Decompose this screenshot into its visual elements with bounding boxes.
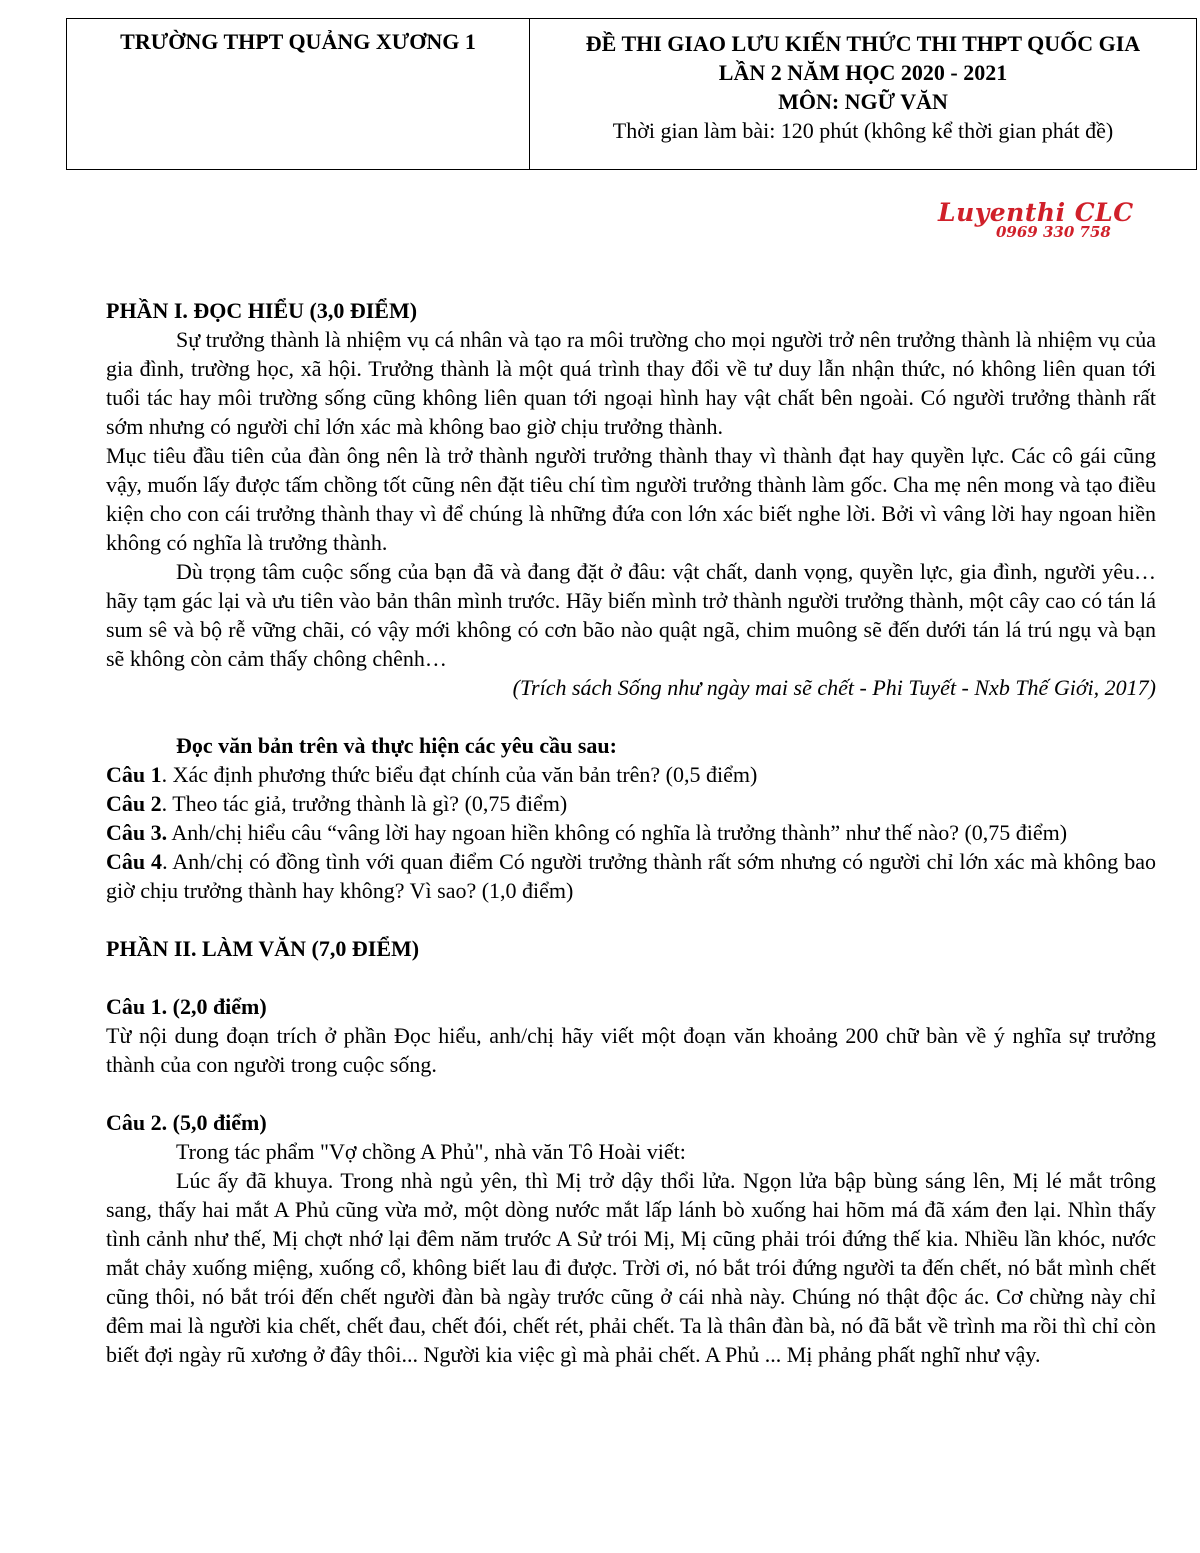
essay-q2-heading: Câu 2. (5,0 điểm) [106,1110,267,1135]
exam-subject: MÔN: NGỮ VĂN [778,89,948,114]
question-3-label: Câu 3. [106,820,168,845]
exam-info-cell [530,19,1196,169]
essay-q2-intro: Trong tác phẩm "Vợ chồng A Phủ", nhà văn Tô Hoài viết: [176,1139,686,1164]
part1-instruction: Đọc văn bản trên và thực hiện các yêu cầu sau: [176,733,617,758]
passage-source: (Trích sách Sống như ngày mai sẽ chết - Phi Tuyết - Nxb Thế Giới, 2017) [512,675,1156,700]
passage-paragraph-2: Mục tiêu đầu tiên của đàn ông nên là trở thành người trưởng thành thay vì thành đạt hay quyền lực. Các cô gái cũng vậy, muốn lấy được tấm chồng tốt cũng nên đặt tiêu chí tìm người trưởng thành làm gốc. Cha mẹ nên mong và tạo điều kiện cho con cái trưởng thành thay vì để chúng là những đứa con lớn xác biết nghe lời. Bởi vì vâng lời hay ngoan hiền không có nghĩa là trưởng thành. [106,443,1156,555]
part1-heading: PHẦN I. ĐỌC HIỂU (3,0 ĐIỂM) [106,298,418,323]
exam-time: Thời gian làm bài: 120 phút (không kể thời gian phát đề) [612,118,1114,143]
watermark-name: Luyenthi CLC [938,198,1134,227]
watermark-logo [938,198,1168,241]
question-1-label: Câu 1 [106,762,162,787]
question-2-text: . Theo tác giả, trưởng thành là gì? (0,75 điểm) [161,791,568,816]
question-1 [106,760,1156,789]
watermark-phone: 0969 330 758 [996,223,1111,241]
question-4-label: Câu 4 [106,849,163,874]
passage-paragraph-1: Sự trưởng thành là nhiệm vụ cá nhân và tạo ra môi trường cho mọi người trở nên trưởng thành là nhiệm vụ của gia đình, trường học, xã hội. Trưởng thành là một quá trình thay đổi về tư duy lẫn nhận thức, nó không liên quan tới tuổi tác hay môi trường sống cũng không liên quan tới ngoại hình hay vật chất bên ngoài. Có người trưởng thành rất sớm nhưng có người chỉ lớn xác mà không bao giờ chịu trưởng thành. [106,327,1156,439]
exam-title-line2: LẦN 2 NĂM HỌC 2020 - 2021 [718,60,1008,85]
question-4 [106,847,1156,905]
essay-q1-text: Từ nội dung đoạn trích ở phần Đọc hiểu, anh/chị hãy viết một đoạn văn khoảng 200 chữ bàn về ý nghĩa sự trưởng thành của con người trong cuộc sống. [106,1023,1156,1077]
school-name: TRƯỜNG THPT QUẢNG XƯƠNG 1 [120,29,476,54]
exam-title-line1: ĐỀ THI GIAO LƯU KIẾN THỨC THI THPT QUỐC GIA [585,31,1141,56]
question-1-text: . Xác định phương thức biểu đạt chính của văn bản trên? (0,5 điểm) [161,762,758,787]
exam-content [106,296,1156,1369]
question-4-text: . Anh/chị có đồng tình với quan điểm Có người trưởng thành rất sớm nhưng có người chỉ lớn xác mà không bao giờ chịu trưởng thành hay không? Vì sao? (1,0 điểm) [106,849,1156,903]
question-3-text: Anh/chị hiểu câu “vâng lời hay ngoan hiền không có nghĩa là trưởng thành” như thế nào? (0,75 điểm) [167,820,1068,845]
question-2 [106,789,1156,818]
exam-header [66,18,1197,170]
part2-heading: PHẦN II. LÀM VĂN (7,0 ĐIỂM) [106,936,420,961]
question-2-label: Câu 2 [106,791,162,816]
school-cell [67,19,530,169]
essay-q1-heading: Câu 1. (2,0 điểm) [106,994,267,1019]
essay-q2-excerpt: Lúc ấy đã khuya. Trong nhà ngủ yên, thì Mị trở dậy thổi lửa. Ngọn lửa bập bùng sáng lên, Mị lé mắt trông sang, thấy hai mắt A Phủ cũng vừa mở, một dòng nước mắt lấp lánh bò xuống hai hõm má đã xám đen lại. Nhìn thấy tình cảnh như thế, Mị chợt nhớ lại đêm năm trước A Sử trói Mị, Mị cũng phải trói đứng thế kia. Nhiều lần khóc, nước mắt chảy xuống miệng, xuống cổ, không biết lau đi được. Trời ơi, nó bắt trói đứng người ta đến chết, nó bắt mình chết cũng thôi, nó bắt trói đến chết người đàn bà ngày trước cũng ở cái nhà này. Chúng nó thật độc ác. Cơ chừng này chỉ đêm mai là người kia chết, chết đau, chết đói, chết rét, phải chết. Ta là thân đàn bà, nó đã bắt về trình ma rồi thì chỉ còn biết đợi ngày rũ xương ở đây thôi... Người kia việc gì mà phải chết. A Phủ ... Mị phảng phất nghĩ như vậy. [106,1168,1156,1367]
passage-paragraph-3: Dù trọng tâm cuộc sống của bạn đã và đang đặt ở đâu: vật chất, danh vọng, quyền lực, gia đình, người yêu… hãy tạm gác lại và ưu tiên vào bản thân mình trước. Hãy biến mình trở thành người trưởng thành, một cây cao có tán lá sum sê và bộ rễ vững chãi, có vậy mới không có cơn bão nào quật ngã, chim muông sẽ đến dưới tán lá trú ngụ và bạn sẽ không còn cảm thấy chông chênh… [106,559,1156,671]
question-3 [106,818,1156,847]
